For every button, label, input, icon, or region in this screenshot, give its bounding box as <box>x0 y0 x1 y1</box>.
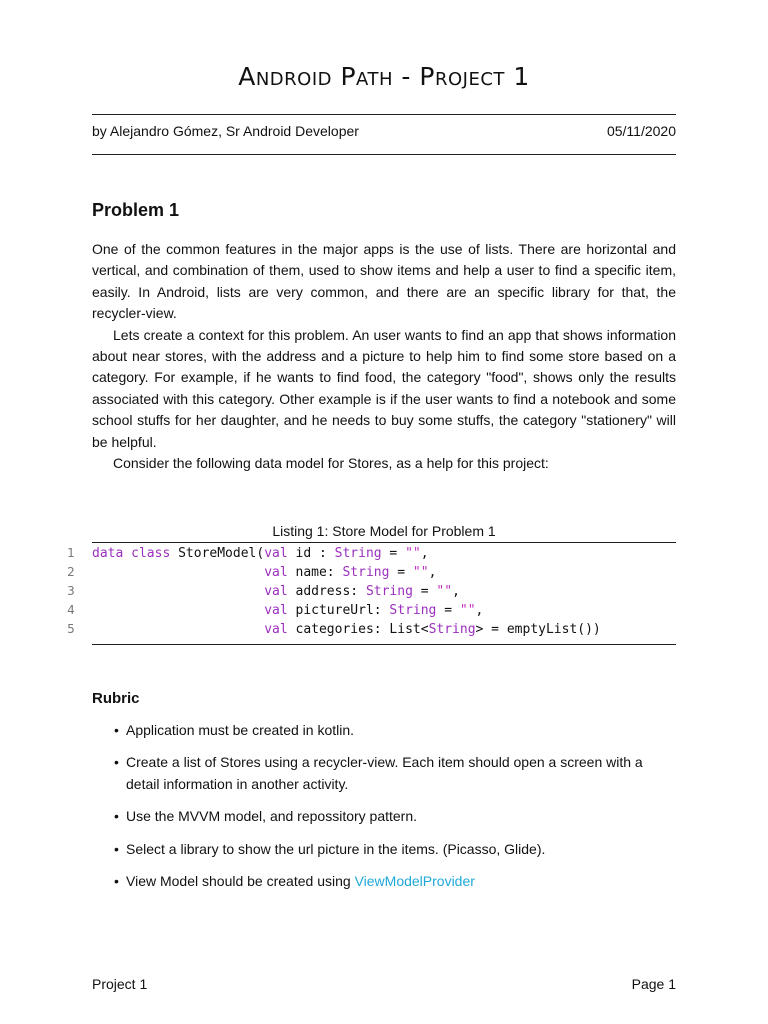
code-text: val name: String = "", <box>264 565 437 580</box>
bullet-icon: • <box>114 722 119 738</box>
viewmodelprovider-link[interactable]: ViewModelProvider <box>354 873 475 890</box>
code-text: val address: String = "", <box>264 584 460 599</box>
list-item-text: Application must be created in kotlin. <box>126 722 355 738</box>
listing-caption: Listing 1: Store Model for Problem 1 <box>272 523 496 539</box>
code-line <box>62 582 676 601</box>
code-line <box>62 544 676 563</box>
document-meta <box>92 123 676 139</box>
code-line <box>62 601 676 620</box>
list-item <box>92 752 676 795</box>
line-number: 2 <box>67 565 75 579</box>
code-line <box>62 563 676 582</box>
code-text: data class StoreModel(val id : String = "", <box>92 546 429 561</box>
paragraph: One of the common features in the major apps is the use of lists. There are horizontal and vertical, and combination of them, used to show items and help a user to find a specific item, easily. In Android, lists are very common, and there are an specific library for that, the recycler-view. <box>92 241 676 322</box>
list-item <box>92 871 676 892</box>
list-item-text: Create a list of Stores using a recycler-view. Each item should open a screen with a detail information in another activity. <box>126 754 643 792</box>
list-item <box>92 720 676 741</box>
problem-heading: Problem 1 <box>92 200 180 220</box>
listing-rule-bottom <box>92 644 676 645</box>
line-number: 1 <box>67 546 75 560</box>
paragraph: Lets create a context for this problem. An user wants to find an app that shows information about near stores, with the address and a picture to help him to find some store based on a category. For example, if he wants to find food, the category "food", shows only the results associated with this category. Other example is if the user wants to find a notebook and some school stuffs for her daughter, and he needs to buy some stuffs, the category "stationery" will be helpful. <box>92 326 676 450</box>
list-item-text: View Model should be created using <box>126 873 355 890</box>
code-text: val categories: List<String> = emptyList()) <box>264 622 601 637</box>
rubric-heading: Rubric <box>92 690 140 707</box>
bullet-icon: • <box>114 873 119 890</box>
line-number: 4 <box>67 603 75 617</box>
list-item <box>92 806 676 827</box>
header-rule-bottom <box>92 154 676 155</box>
list-item-text: Select a library to show the url picture in the items. (Picasso, Glide). <box>126 840 546 857</box>
code-line <box>62 620 676 639</box>
page-footer <box>92 976 676 992</box>
code-listing <box>62 544 676 639</box>
document-date: 05/11/2020 <box>606 123 676 139</box>
document-title: Android Path - Project 1 <box>238 62 530 91</box>
line-number: 5 <box>67 622 75 636</box>
listing-rule-top <box>92 542 676 543</box>
bullet-icon: • <box>114 840 119 857</box>
footer-project: Project 1 <box>92 976 148 992</box>
author-line: by Alejandro Gómez, Sr Android Developer <box>92 123 359 139</box>
code-text: val pictureUrl: String = "", <box>264 603 484 618</box>
document-page <box>67 0 676 1024</box>
list-item <box>92 839 676 860</box>
line-number: 3 <box>67 584 75 598</box>
paragraph: Consider the following data model for Stores, as a help for this project: <box>113 455 549 472</box>
bullet-icon: • <box>114 754 119 771</box>
list-item-text: Use the MVVM model, and repossitory pattern. <box>126 808 418 825</box>
problem-body <box>92 239 676 474</box>
bullet-icon: • <box>114 808 119 825</box>
footer-page-number: Page 1 <box>631 976 676 992</box>
rubric-list <box>92 720 676 903</box>
header-rule-top <box>92 114 676 115</box>
